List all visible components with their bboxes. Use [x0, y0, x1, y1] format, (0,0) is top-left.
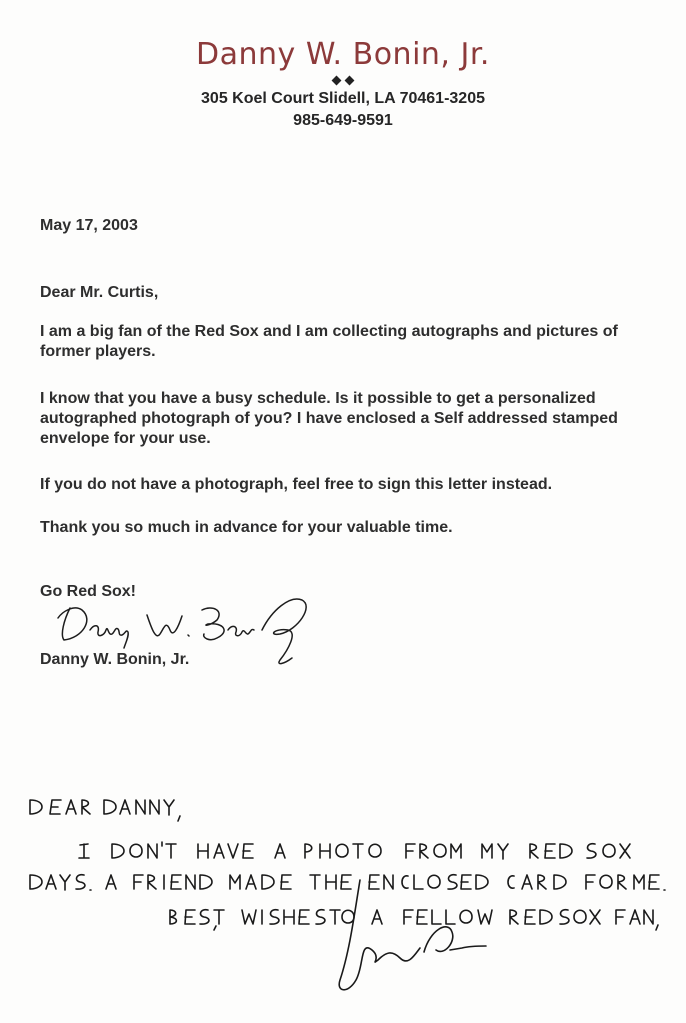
letter-paragraph-4: Thank you so much in advance for your valuable time.: [40, 519, 453, 536]
letter-paragraph-2: I know that you have a busy schedule. Is it possible to get a personalized autographed photograph of you? I have enclosed a Self addressed stamped envelope for your use.: [40, 390, 618, 447]
diamond-icon: [332, 76, 342, 86]
letter-paragraph-1: I am a big fan of the Red Sox and I am collecting autographs and pictures of former players.: [40, 323, 618, 360]
letterhead-name: Danny W. Bonin, Jr.: [196, 37, 490, 72]
letterhead-address: 305 Koel Court Slidell, LA 70461-3205: [201, 90, 485, 107]
diamond-icon: [345, 76, 355, 86]
letter-closing: Go Red Sox!: [40, 583, 137, 600]
letter-signer-name: Danny W. Bonin, Jr.: [40, 651, 190, 668]
letter-salutation: Dear Mr. Curtis,: [40, 284, 159, 301]
letterhead: [0, 36, 686, 132]
diamond-ornament-icon: [0, 74, 686, 88]
handwritten-reply: [20, 780, 680, 1010]
letterhead-phone: 985-649-9591: [293, 112, 393, 129]
letter-date: May 17, 2003: [40, 217, 138, 234]
letter-paragraph-3: If you do not have a photograph, feel free to sign this letter instead.: [40, 476, 553, 493]
